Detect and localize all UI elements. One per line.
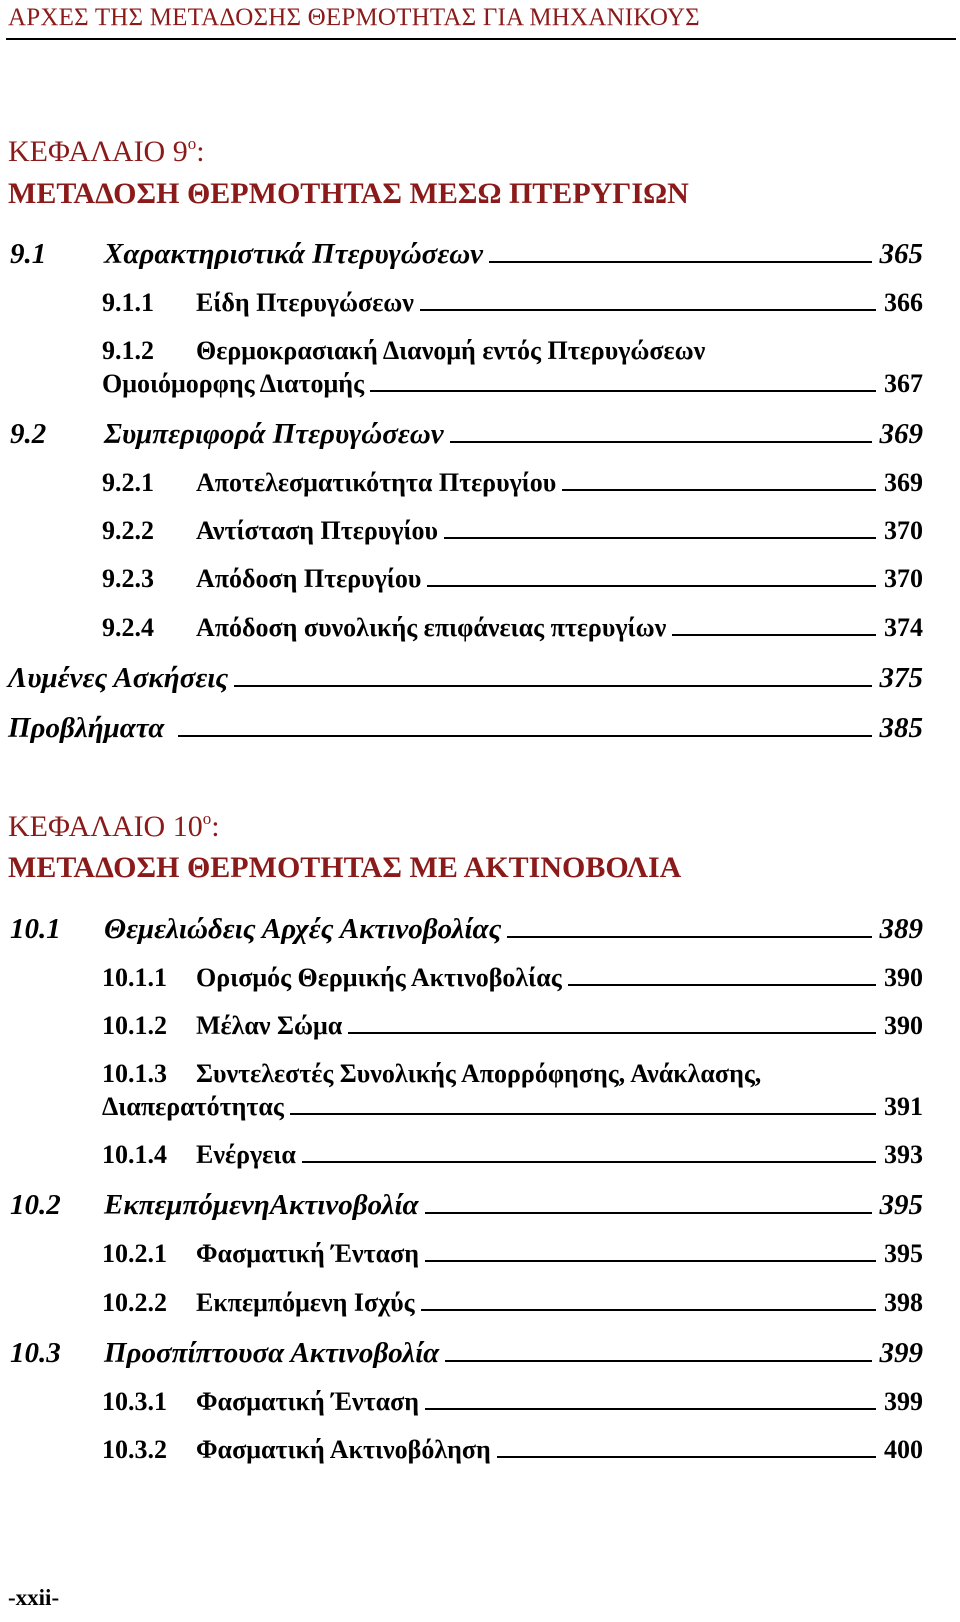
section-number: 9.2 [10, 418, 47, 450]
toc-entry-9-2-4[interactable] [102, 615, 923, 641]
leader-line [290, 1113, 876, 1115]
section-title: Αποτελεσματικότητα Πτερυγίου [196, 468, 557, 497]
page-number: 398 [884, 1288, 923, 1317]
page-number: 375 [879, 662, 923, 694]
section-number: 10.2.1 [102, 1239, 167, 1268]
leader-line [427, 585, 876, 587]
page-number: 367 [884, 369, 923, 398]
toc-entry-9-1-2-first-line[interactable] [102, 338, 705, 364]
header-divider [6, 38, 956, 40]
page-number: 390 [884, 963, 923, 992]
section-title: Φασματική Ακτινοβόληση [196, 1435, 491, 1464]
page-number: 399 [879, 1337, 923, 1369]
section-title: Ενέργεια [196, 1140, 296, 1169]
toc-entry-problems[interactable] [8, 714, 923, 743]
page-number: 366 [884, 288, 923, 317]
leader-line [425, 1408, 876, 1410]
toc-entry-9-1-2[interactable] [102, 371, 923, 397]
section-title: Προσπίπτουσα Ακτινοβολία [104, 1337, 440, 1369]
leader-line [370, 390, 876, 392]
section-title: Εκπεμπόμενη Ισχύς [196, 1288, 415, 1317]
chapter-9-label [8, 134, 205, 168]
section-number: 9.2.1 [102, 468, 154, 497]
section-number: 9.2.4 [102, 613, 154, 642]
chapter-9-colon: : [196, 135, 205, 168]
section-title: Θεμελιώδεις Αρχές Ακτινοβολίας [104, 913, 502, 945]
leader-line [425, 1260, 876, 1262]
section-title-line2: Διαπερατότητας [102, 1092, 284, 1121]
section-number: 10.2.2 [102, 1288, 167, 1317]
chapter-10-title: ΜΕΤΑΔΟΣΗ ΘΕΡΜΟΤΗΤΑΣ ΜΕ ΑΚΤΙΝΟΒΟΛΙΑ [8, 851, 682, 884]
leader-line [445, 1360, 871, 1362]
toc-entry-10-1[interactable] [10, 915, 923, 944]
page-number: 370 [884, 516, 923, 545]
toc-entry-10-3-2[interactable] [102, 1437, 923, 1463]
leader-line [302, 1161, 876, 1163]
leader-line [178, 735, 871, 737]
chapter-9-number: ΚΕΦΑΛΑΙΟ 9 [8, 135, 188, 168]
section-number: 10.1 [10, 913, 61, 945]
toc-entry-9-2-2[interactable] [102, 518, 923, 544]
page-footer-number: -xxii- [8, 1585, 60, 1610]
section-number: 9.2.2 [102, 516, 154, 545]
page-number: 400 [884, 1435, 923, 1464]
section-number: 10.3.2 [102, 1435, 167, 1464]
section-title: Προβλήματα [8, 712, 165, 744]
page-number: 365 [879, 238, 923, 270]
section-title: Φασματική Ένταση [196, 1387, 419, 1416]
page-number: 374 [884, 613, 923, 642]
leader-line [420, 309, 876, 311]
leader-line [234, 685, 871, 687]
page-number: 399 [884, 1387, 923, 1416]
leader-line [497, 1456, 876, 1458]
toc-entry-9-1[interactable] [10, 240, 923, 269]
section-number: 10.3 [10, 1337, 61, 1369]
leader-line [507, 936, 871, 938]
page-number: 390 [884, 1011, 923, 1040]
section-title: Φασματική Ένταση [196, 1239, 419, 1268]
page-number: 369 [884, 468, 923, 497]
page-number: 395 [879, 1189, 923, 1221]
chapter-10-number: ΚΕΦΑΛΑΙΟ 10 [8, 810, 203, 843]
toc-entry-10-2-2[interactable] [102, 1290, 923, 1316]
toc-entry-9-2-3[interactable] [102, 566, 923, 592]
toc-entry-solved-exercises[interactable] [8, 664, 923, 693]
toc-entry-10-1-1[interactable] [102, 965, 923, 991]
section-title: Ορισμός Θερμικής Ακτινοβολίας [196, 963, 562, 992]
leader-line [489, 261, 871, 263]
section-title: ΕκπεμπόμενηΑκτινοβολία [104, 1189, 419, 1221]
section-title: Συμπεριφορά Πτερυγώσεων [104, 418, 444, 450]
leader-line [421, 1309, 876, 1311]
toc-entry-10-1-3-first-line[interactable] [102, 1061, 761, 1087]
toc-entry-10-1-4[interactable] [102, 1142, 923, 1168]
section-title: Αντίσταση Πτερυγίου [196, 516, 438, 545]
toc-entry-10-3[interactable] [10, 1339, 923, 1368]
leader-line [444, 537, 876, 539]
running-header: ΑΡΧΕΣ ΤΗΣ ΜΕΤΑΔΟΣΗΣ ΘΕΡΜΟΤΗΤΑΣ ΓΙΑ ΜΗΧΑΝΙΚΟΥΣ [8, 4, 700, 31]
page-number: 395 [884, 1239, 923, 1268]
chapter-9-ordinal: ο [187, 134, 197, 153]
page-number: 389 [879, 913, 923, 945]
toc-entry-10-1-3[interactable] [102, 1094, 923, 1120]
toc-entry-10-3-1[interactable] [102, 1389, 923, 1415]
leader-line [672, 634, 876, 636]
chapter-10-label [8, 809, 220, 843]
section-title: Απόδοση Πτερυγίου [196, 564, 422, 593]
toc-entry-10-2-1[interactable] [102, 1241, 923, 1267]
section-number: 9.1.2 [102, 336, 154, 365]
page-number: 370 [884, 564, 923, 593]
section-number: 10.2 [10, 1189, 61, 1221]
section-number: 10.1.2 [102, 1011, 167, 1040]
section-title-line2: Ομοιόμορφης Διατομής [102, 369, 365, 398]
toc-entry-10-2[interactable] [10, 1191, 923, 1220]
page-number: 369 [879, 418, 923, 450]
leader-line [348, 1032, 876, 1034]
section-number: 9.1 [10, 238, 47, 270]
section-title: Μέλαν Σώμα [196, 1011, 343, 1040]
section-title-line1: Συντελεστές Συνολικής Απορρόφησης, Ανάκλασης, [196, 1059, 762, 1088]
section-number: 10.1.3 [102, 1059, 167, 1088]
section-title: Λυμένες Ασκήσεις [8, 662, 229, 694]
page-number: 385 [879, 712, 923, 744]
toc-entry-9-2[interactable] [10, 420, 923, 449]
section-number: 9.1.1 [102, 288, 154, 317]
section-title-line1: Θερμοκρασιακή Διανομή εντός Πτερυγώσεων [196, 336, 706, 365]
toc-entry-9-1-1[interactable] [102, 290, 923, 316]
toc-entry-9-2-1[interactable] [102, 470, 923, 496]
section-number: 10.1.1 [102, 963, 167, 992]
chapter-10-colon: : [211, 810, 220, 843]
section-title: Είδη Πτερυγώσεων [196, 288, 414, 317]
section-number: 10.1.4 [102, 1140, 167, 1169]
page-number: 393 [884, 1140, 923, 1169]
section-title: Χαρακτηριστικά Πτερυγώσεων [104, 238, 484, 270]
chapter-10-ordinal: ο [202, 809, 212, 828]
leader-line [425, 1212, 872, 1214]
page-number: 391 [884, 1092, 923, 1121]
section-title: Απόδοση συνολικής επιφάνειας πτερυγίων [196, 613, 667, 642]
leader-line [450, 441, 872, 443]
leader-line [568, 984, 876, 986]
section-number: 10.3.1 [102, 1387, 167, 1416]
chapter-9-title: ΜΕΤΑΔΟΣΗ ΘΕΡΜΟΤΗΤΑΣ ΜΕΣΩ ΠΤΕΡΥΓΙΩΝ [8, 177, 689, 210]
leader-line [562, 489, 876, 491]
section-number: 9.2.3 [102, 564, 154, 593]
toc-entry-10-1-2[interactable] [102, 1013, 923, 1039]
